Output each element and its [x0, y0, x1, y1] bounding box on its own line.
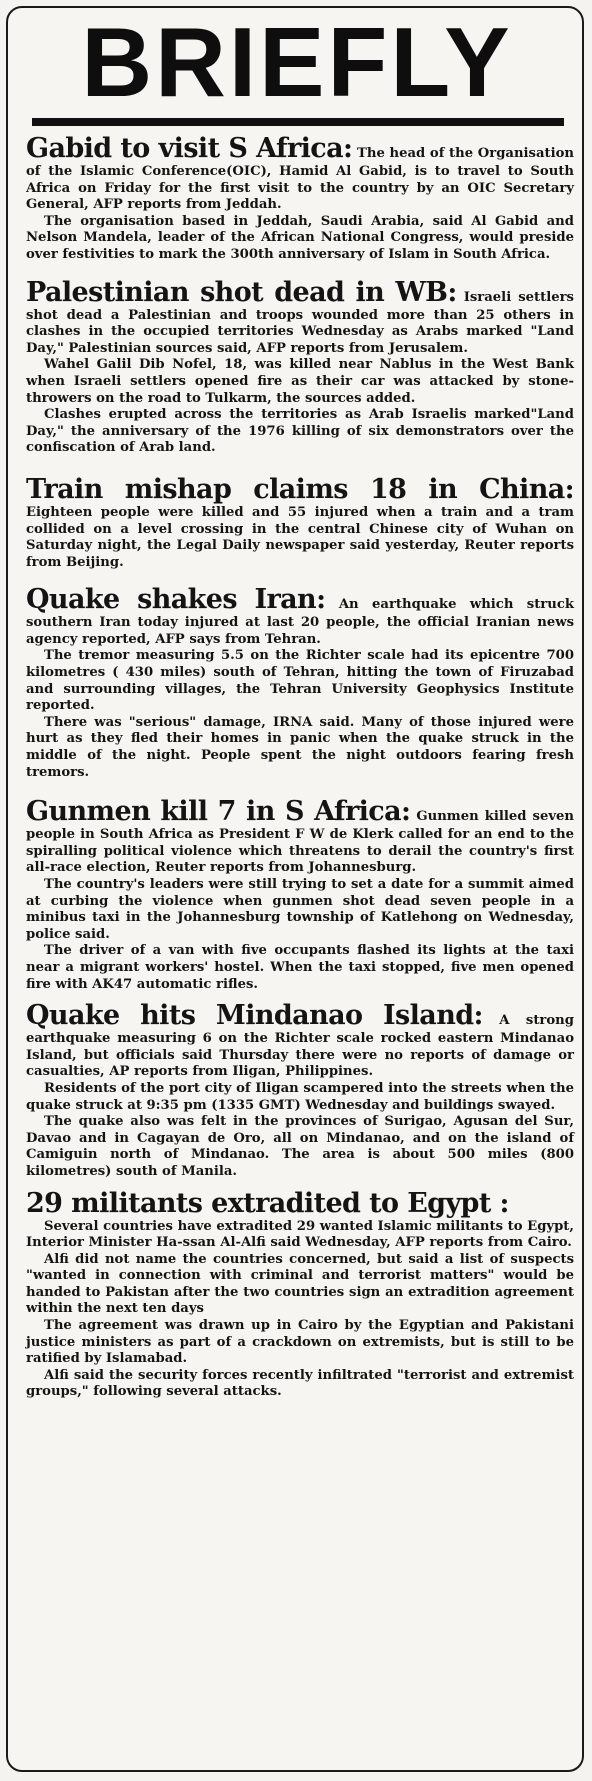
brief-lead: Eighteen people were killed and 55 injured when a train and a tram collided on a level crossing in the central Chinese city of Wuhan on Saturday night, the Legal Daily newspaper said yesterday, Reuter reports from Beijing.: [26, 504, 574, 570]
masthead-title: BRIEFLY: [81, 7, 513, 117]
brief-paragraph: Alfi did not name the countries concerned, but said a list of suspects "wanted in connection with criminal and terrorist matters" would be handed to Pakistan after the two countries sign an extradition agreement within the next ten days: [26, 1251, 574, 1317]
news-brief: [26, 1189, 574, 1402]
news-brief: [26, 585, 574, 781]
brief-headline: 29 militants extradited to Egypt :: [26, 1187, 509, 1219]
brief-headline: Quake shakes Iran:: [26, 584, 326, 616]
news-brief: [26, 278, 574, 457]
brief-headline: Gabid to visit S Africa:: [26, 133, 353, 164]
news-brief: [26, 134, 574, 264]
brief-paragraph: The country's leaders were still trying to set a date for a summit aimed at curbing the violence when gunmen shot dead seven people in a minibus taxi in the Johannesburg township of Katlehong on Wednesday, police said.: [26, 877, 574, 942]
brief-headline: Palestinian shot dead in WB:: [26, 276, 457, 308]
brief-lead: A strong earthquake measuring 6 on the Richter scale rocked eastern Mindanao Island, but officials said Thursday there were no reports of damage or casualties, AP reports from Iligan, Philippines.: [26, 1013, 574, 1080]
brief-paragraph: The tremor measuring 5.5 on the Richter scale had its epicentre 700 kilometres ( 430 miles) south of Tehran, hitting the town of Firuzabad and surrounding villages, the Tehran University Geophysics Institute reported.: [26, 648, 574, 714]
brief-paragraph: The quake also was felt in the provinces of Surigao, Agusan del Sur, Davao and in Cagayan de Oro, all on Mindanao, and on the island of Camiguin north of Mindanao. The area is about 500 miles (800 kilometres) south of Manila.: [26, 1114, 574, 1179]
brief-lead: Gunmen killed seven people in South Africa as President F W de Klerk called for an end to the spiralling political violence which threatens to derail the country's first all-race election, Reuter reports from Johannesburg.: [26, 809, 574, 876]
brief-lead: Israeli settlers shot dead a Palestinian and troops wounded more than 25 others in clashes in the occupied territories Wednesday as Arabs marked "Land Day," Palestinian sources said, AFP reports from Jerusalem.: [26, 289, 574, 356]
brief-lead: The head of the Organisation of the Islamic Conference(OIC), Hamid Al Gabid, is to travel to South Africa on Friday for the first visit to the country by an OIC Secretary General, AFP reports from Jeddah.: [26, 146, 575, 213]
brief-paragraph: The driver of a van with five occupants flashed its lights at the taxi near a migrant workers' hostel. When the taxi stopped, five men opened fire with AK47 automatic rifles.: [26, 943, 574, 992]
brief-paragraph: Wahel Galil Dib Nofel, 18, was killed near Nablus in the West Bank when Israeli settlers opened fire as their car was attacked by stone-throwers on the road to Tulkarm, the sources added.: [26, 357, 574, 406]
brief-paragraph: The organisation based in Jeddah, Saudi Arabia, said Al Gabid and Nelson Mandela, leader of the African National Congress, would preside over festivities to mark the 300th anniversary of Islam in South Africa.: [26, 213, 574, 262]
brief-headline: Gunmen kill 7 in S Africa:: [26, 796, 411, 828]
brief-lead: An earthquake which struck southern Iran today injured at last 20 people, the official Iranian news agency reported, AFP says from Tehran.: [26, 597, 574, 647]
brief-paragraph: Residents of the port city of Iligan scampered into the streets when the quake struck at 9:35 pm (1335 GMT) Wednesday and buildings swayed.: [26, 1080, 574, 1113]
briefs-column: [26, 134, 574, 1401]
brief-paragraph: Alfi said the security forces recently infiltrated "terrorist and extremist groups," following several attacks.: [26, 1367, 574, 1400]
news-brief: [26, 1001, 574, 1180]
masthead: [24, 7, 570, 117]
news-brief: [26, 797, 574, 993]
news-brief: [26, 475, 574, 571]
masthead-rule: [32, 118, 564, 126]
brief-paragraph: Several countries have extradited 29 wanted Islamic militants to Egypt, Interior Minister Ha-ssan Al-Alfi said Wednesday, AFP reports from Cairo.: [26, 1218, 574, 1251]
brief-paragraph: Clashes erupted across the territories as Arab Israelis marked"Land Day," the anniversary of the 1976 killing of six demonstrators over the confiscation of Arab land.: [26, 407, 574, 456]
brief-headline: Quake hits Mindanao Island:: [26, 1000, 483, 1032]
brief-headline: Train mishap claims 18 in China:: [26, 473, 574, 505]
brief-paragraph: The agreement was drawn up in Cairo by the Egyptian and Pakistani justice ministers as part of a crackdown on extremists, but is still to be ratified by Islamabad.: [26, 1318, 574, 1367]
brief-paragraph: There was "serious" damage, IRNA said. Many of those injured were hurt as they fled their homes in panic when the quake struck in the middle of the night. People spent the night outdoors fearing fresh tremors.: [26, 714, 574, 780]
